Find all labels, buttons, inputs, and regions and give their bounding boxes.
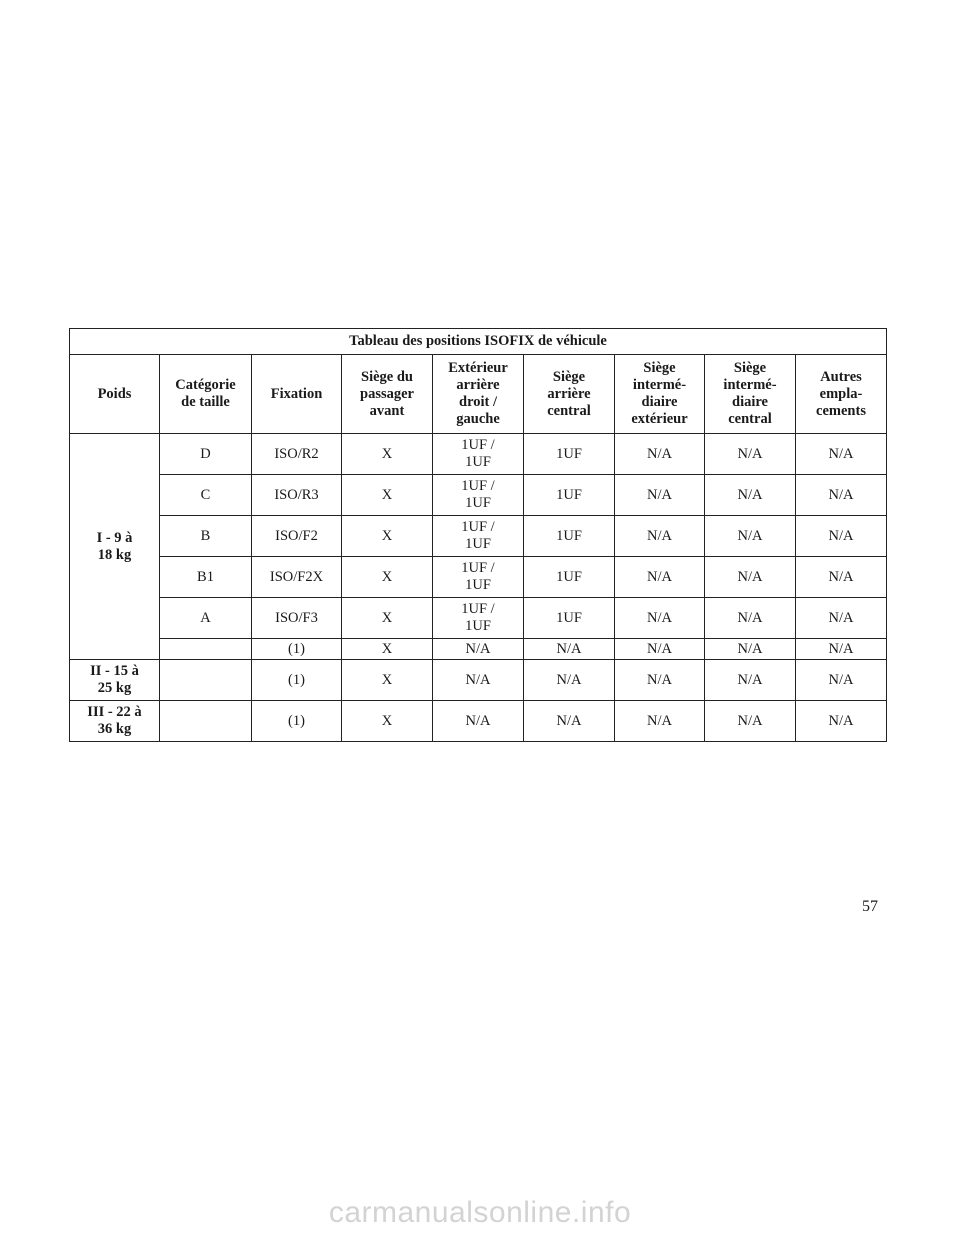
table-cell: A bbox=[160, 598, 252, 639]
table-cell: N/A bbox=[433, 639, 524, 660]
header-weight: Poids bbox=[70, 355, 160, 434]
table-cell bbox=[160, 701, 252, 742]
table-cell: X bbox=[342, 516, 433, 557]
table-cell: N/A bbox=[615, 598, 705, 639]
table-cell: N/A bbox=[433, 701, 524, 742]
table-cell: N/A bbox=[796, 516, 887, 557]
table-cell: N/A bbox=[615, 701, 705, 742]
table-cell: N/A bbox=[705, 557, 796, 598]
table-cell: ISO/R2 bbox=[252, 434, 342, 475]
table-cell: N/A bbox=[615, 557, 705, 598]
isofix-positions-table bbox=[69, 328, 887, 742]
table-cell: N/A bbox=[524, 639, 615, 660]
table-cell: N/A bbox=[615, 660, 705, 701]
table-cell: N/A bbox=[705, 639, 796, 660]
header-rear-center: Siège arrière central bbox=[524, 355, 615, 434]
table-cell: N/A bbox=[524, 660, 615, 701]
table-cell: X bbox=[342, 639, 433, 660]
table-cell: 1UF / 1UF bbox=[433, 516, 524, 557]
table-cell: B bbox=[160, 516, 252, 557]
table-cell: 1UF / 1UF bbox=[433, 598, 524, 639]
table-cell: N/A bbox=[615, 434, 705, 475]
table-cell bbox=[160, 660, 252, 701]
weight-group-cell: I - 9 à 18 kg bbox=[70, 434, 160, 660]
table-cell: (1) bbox=[252, 660, 342, 701]
weight-group-cell: III - 22 à 36 kg bbox=[70, 701, 160, 742]
table-cell: 1UF bbox=[524, 557, 615, 598]
table-cell: N/A bbox=[796, 557, 887, 598]
table-cell: 1UF bbox=[524, 598, 615, 639]
table-cell: N/A bbox=[615, 516, 705, 557]
header-fixture: Fixation bbox=[252, 355, 342, 434]
table-cell: N/A bbox=[796, 475, 887, 516]
table-title: Tableau des positions ISOFIX de véhicule bbox=[70, 329, 887, 355]
table-cell: X bbox=[342, 557, 433, 598]
table-cell: N/A bbox=[705, 434, 796, 475]
table-row bbox=[70, 598, 887, 639]
header-size-category: Catégorie de taille bbox=[160, 355, 252, 434]
table-row bbox=[70, 639, 887, 660]
header-other-positions: Autres empla- cements bbox=[796, 355, 887, 434]
table-cell: ISO/F2 bbox=[252, 516, 342, 557]
table-cell: X bbox=[342, 701, 433, 742]
table-cell: 1UF / 1UF bbox=[433, 557, 524, 598]
table-cell: C bbox=[160, 475, 252, 516]
table-cell: N/A bbox=[705, 475, 796, 516]
table-cell: N/A bbox=[524, 701, 615, 742]
table-cell: 1UF bbox=[524, 516, 615, 557]
table-cell: ISO/F2X bbox=[252, 557, 342, 598]
table-cell: 1UF / 1UF bbox=[433, 434, 524, 475]
table-cell: N/A bbox=[705, 516, 796, 557]
table-cell: N/A bbox=[796, 598, 887, 639]
table-row bbox=[70, 516, 887, 557]
page-number: 57 bbox=[862, 898, 878, 915]
header-intermediate-center: Siège intermé- diaire central bbox=[705, 355, 796, 434]
table-row bbox=[70, 434, 887, 475]
header-front-passenger: Siège du passager avant bbox=[342, 355, 433, 434]
table-cell: ISO/F3 bbox=[252, 598, 342, 639]
table-cell: D bbox=[160, 434, 252, 475]
table-row bbox=[70, 557, 887, 598]
table-cell: (1) bbox=[252, 639, 342, 660]
table-cell: B1 bbox=[160, 557, 252, 598]
table-cell: N/A bbox=[705, 598, 796, 639]
table-cell: N/A bbox=[796, 639, 887, 660]
table-cell: N/A bbox=[705, 660, 796, 701]
weight-group-cell: II - 15 à 25 kg bbox=[70, 660, 160, 701]
table-cell: X bbox=[342, 598, 433, 639]
table-cell: N/A bbox=[433, 660, 524, 701]
table-cell: 1UF bbox=[524, 475, 615, 516]
header-rear-outboard: Extérieur arrière droit / gauche bbox=[433, 355, 524, 434]
table-row bbox=[70, 475, 887, 516]
table-row bbox=[70, 701, 887, 742]
table-cell: N/A bbox=[705, 701, 796, 742]
table-row bbox=[70, 660, 887, 701]
table-cell: N/A bbox=[796, 434, 887, 475]
header-intermediate-outboard: Siège intermé- diaire extérieur bbox=[615, 355, 705, 434]
table-cell: N/A bbox=[615, 639, 705, 660]
table-cell: N/A bbox=[796, 701, 887, 742]
table-cell: X bbox=[342, 660, 433, 701]
table-cell: (1) bbox=[252, 701, 342, 742]
table-cell bbox=[160, 639, 252, 660]
table-cell: N/A bbox=[615, 475, 705, 516]
table-cell: X bbox=[342, 475, 433, 516]
table-cell: 1UF / 1UF bbox=[433, 475, 524, 516]
table-cell: 1UF bbox=[524, 434, 615, 475]
table-cell: ISO/R3 bbox=[252, 475, 342, 516]
watermark[interactable]: carmanualsonline.info bbox=[328, 1196, 632, 1229]
table-cell: N/A bbox=[796, 660, 887, 701]
table-cell: X bbox=[342, 434, 433, 475]
